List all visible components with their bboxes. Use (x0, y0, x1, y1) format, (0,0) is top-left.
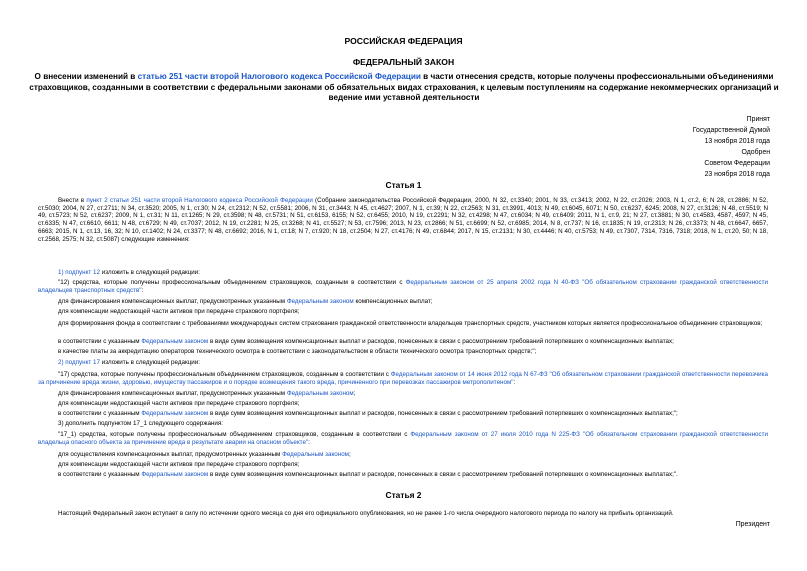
federal-law-link[interactable]: Федеральным законом (141, 410, 209, 417)
subpoint-12-line-a (58, 298, 433, 306)
council-label: Советом Федерации (704, 160, 770, 167)
duma-date: 13 ноября 2018 года (704, 138, 770, 145)
l171c-post: в виде сумм возмещения компенсационных выплат и расходов, понесенных в связи с рассмотрением требований потерпевших о компенсационных выплатах;". (208, 471, 678, 478)
l12d-post: в виде сумм возмещения компенсационных выплат и расходов, понесенных в связи с рассмотрением требований потерпевших о компенсационных выплатах; (208, 338, 674, 345)
article-1-intro (38, 197, 768, 243)
article-2-heading: Статья 2 (385, 490, 422, 500)
approved-label: Одобрен (741, 149, 770, 156)
tax-code-link[interactable]: статью 251 части второй Налогового кодекса Российской Федерации (137, 72, 421, 81)
subpoint-17-1-line-c (58, 471, 678, 479)
title-text-post: в части отнесения средств, которые получены профессиональными объединениями страховщиков, созданными в соответствии с федеральными законами об обязательных видах страхования, к целевым поступлениям на содержание некоммерческих организаций и ведение ими уставной деятельности (29, 72, 779, 102)
subpoint-17-1-text (38, 431, 768, 446)
l17a-post: ; (353, 390, 356, 397)
subpoint-12-text (38, 279, 768, 294)
president-signature: Президент (735, 521, 770, 528)
law-67fz-link[interactable]: Федеральным законом от 14 июня 2012 года N 67-ФЗ "Об обязательном страховании гражданской ответственности перевозчика за причинение вреда жизни, здоровью, имуществу пассажиров и о порядке возмещения такого вреда, причиненного при перевозках пассажиров метрополитеном" (38, 371, 769, 386)
federal-law-link[interactable]: Федеральным законом (141, 471, 209, 478)
title-text-pre: О внесении изменений в (34, 72, 138, 81)
subpoint-17-line-b: для компенсации недостающей части активов при передаче страхового портфеля; (58, 400, 300, 407)
federal-law-link[interactable]: Федеральным законом (286, 390, 354, 397)
article-1-heading: Статья 1 (385, 180, 422, 190)
duma-label: Государственной Думой (692, 127, 770, 134)
q17-text-post: : (513, 378, 516, 386)
adopted-label: Принят (746, 116, 770, 123)
subpoint-12-link[interactable]: 1) подпункт 12 (58, 269, 100, 276)
subpoint-17-1-line-a (58, 451, 351, 459)
law-40fz-link[interactable]: Федеральным законом от 25 апреля 2002 года N 40-ФЗ "Об обязательном страховании гражданской ответственности владельцев транспортных средств" (38, 279, 768, 294)
l171a-post: ; (348, 451, 351, 458)
subpoint-17-line-c (58, 410, 678, 418)
federal-law-link[interactable]: Федеральным законом (282, 451, 349, 458)
subpoint-17-link[interactable]: 2) подпункт 17 (58, 359, 100, 366)
l12d-pre: в соответствии с указанным (58, 338, 142, 345)
subpoint-17-text (38, 371, 768, 386)
article-2-text: Настоящий Федеральный закон вступает в силу по истечении одного месяца со дня его официального опубликования, но не ранее 1-го числа очередного налогового периода по налогу на прибыль организаций. (58, 510, 674, 517)
council-date: 23 ноября 2018 года (704, 171, 770, 178)
q12-text-post: : (141, 286, 144, 294)
q171-text-pre: "17_1) средства, которые получены профессиональным объединением страховщиков, созданным в соответствии с (58, 431, 411, 438)
l17a-pre: для финансирования компенсационных выплат, предусмотренных указанным (58, 390, 287, 397)
l12a-post: компенсационных выплат; (353, 298, 433, 305)
l17c-post: в виде сумм возмещения компенсационных выплат и расходов, понесенных в связи с рассмотрением требований потерпевших о компенсационных выплатах;"; (208, 410, 678, 417)
subpoint-17-1-line-b: для компенсации недостающей части активов при передаче страхового портфеля; (58, 461, 300, 468)
l171a-pre: для осуществления компенсационных выплат, предусмотренных указанным (58, 451, 283, 458)
q171-text-post: : (308, 438, 310, 446)
l12a-pre: для финансирования компенсационных выплат, предусмотренных указанным (58, 298, 287, 305)
l17c-pre: в соответствии с указанным (58, 410, 142, 417)
item-2-text: изложить в следующей редакции: (99, 359, 201, 366)
law-title (28, 72, 780, 104)
subpoint-12-line-d (58, 338, 674, 346)
item-3: 3) дополнить подпунктом 17_1 следующего содержания: (58, 420, 223, 427)
item-1-text: изложить в следующей редакции: (99, 269, 201, 276)
law-type-heading: ФЕДЕРАЛЬНЫЙ ЗАКОН (352, 57, 455, 67)
intro-text-pre: Внести в (58, 197, 87, 204)
law-225fz-link[interactable]: Федеральным законом от 27 июля 2010 года N 225-ФЗ "Об обязательном страховании гражданской ответственности владельца опасного объекта за причинение вреда в результате аварии на опасном объекте" (38, 431, 768, 446)
country-heading: РОССИЙСКАЯ ФЕДЕРАЦИЯ (344, 36, 463, 46)
subpoint-17-line-a (58, 390, 355, 398)
subpoint-12-line-e: в качестве платы за аккредитацию операторов технического осмотра в соответствии с законодательством в области технического осмотра транспортных средств;"; (58, 348, 537, 355)
subpoint-12-line-b: для компенсации недостающей части активов при передаче страхового портфеля; (58, 308, 300, 315)
q17-text-pre: "17) средства, которые получены профессиональным объединением страховщиков, созданным в соответствии с (58, 371, 391, 378)
q12-text-pre: "12) средства, которые получены профессиональным объединением страховщиков, созданным в соответствии с (58, 279, 406, 286)
federal-law-link[interactable]: Федеральным законом (141, 338, 209, 345)
item-1 (58, 269, 200, 277)
intro-sources: (Собрание законодательства Российской Федерации, 2000, N 32, ст.3340; 2001, N 33, ст.3413; 2002, N 22, ст.2026; 2003, N 1, ст.2, 6; N 28, ст.2886; N 52, ст.5030; 2004, N 27, ст.2711; N 34, ст.3520; 2005, N 1, ст.30; N 24, ст.2312; N 52, ст.5581; 2006, N 31, ст.3443; N 45, ст.4627; 2007, N 1, ст.39; N 22, ст.2563; N 31, ст.3991, 4013; N 49, ст.6045, 6071; N 50, ст.6237, 6245; 2008, N 27, ст.3126; N 48, ст.5519; N 49, ст.5723; N 52, ст.6237; 2009, N 1, ст.31; N 11, ст.1265; N 29, ст.3598; N 48, ст.5731; N 51, ст.6153, 6155; N 52, ст.6455; 2010, N 19, ст.2291; N 32, ст.4298; N 47, ст.6034; N 49, ст.6409; 2011, N 1, ст.9, 21; N 27, ст.3881; N 30, ст.4583, 4587, 4597; N 45, ст.6335; N 47, ст.6610, 6611; N 48, ст.6729; N 49, ст.7037; 2012, N 19, ст.2281; N 25, ст.3268; N 41, ст.5527; N 53, ст.7596; 2013, N 23, ст.2866; N 51, ст.6699; N 52, ст.6985; 2014, N 8, ст.737; N 16, ст.1835; N 19, ст.2313; N 26, ст.3373; N 48, ст.6647, 6657, 6663; 2015, N 1, ст.13, 16, 32; N 10, ст.1402; N 24, ст.3377; N 48, ст.6692; 2016, N 1, ст.18; N 7, ст.920; N 18, ст.2504; N 27, ст.4176; N 49, ст.6844; 2017, N 15, ст.2131; N 30, ст.4446; N 40, ст.5753; N 49, ст.7307, 7314, 7316, 7318; 2018, N 1, ст.20, 50; N 18, ст.2568, 2575; N 32, ст.5087) следующие изменения: (38, 197, 768, 243)
federal-law-link[interactable]: Федеральным законом (286, 298, 354, 305)
l171c-pre: в соответствии с указанным (58, 471, 142, 478)
tax-code-point-link[interactable]: пункт 2 статьи 251 части второй Налогового кодекса Российской Федерации (86, 197, 313, 204)
item-2 (58, 359, 200, 367)
subpoint-12-line-c: для формирования фонда в соответствии с требованиями международных систем страхования гражданской ответственности владельцев транспортных средств, участником которых является профессиональное объединение страховщиков; (58, 320, 763, 327)
